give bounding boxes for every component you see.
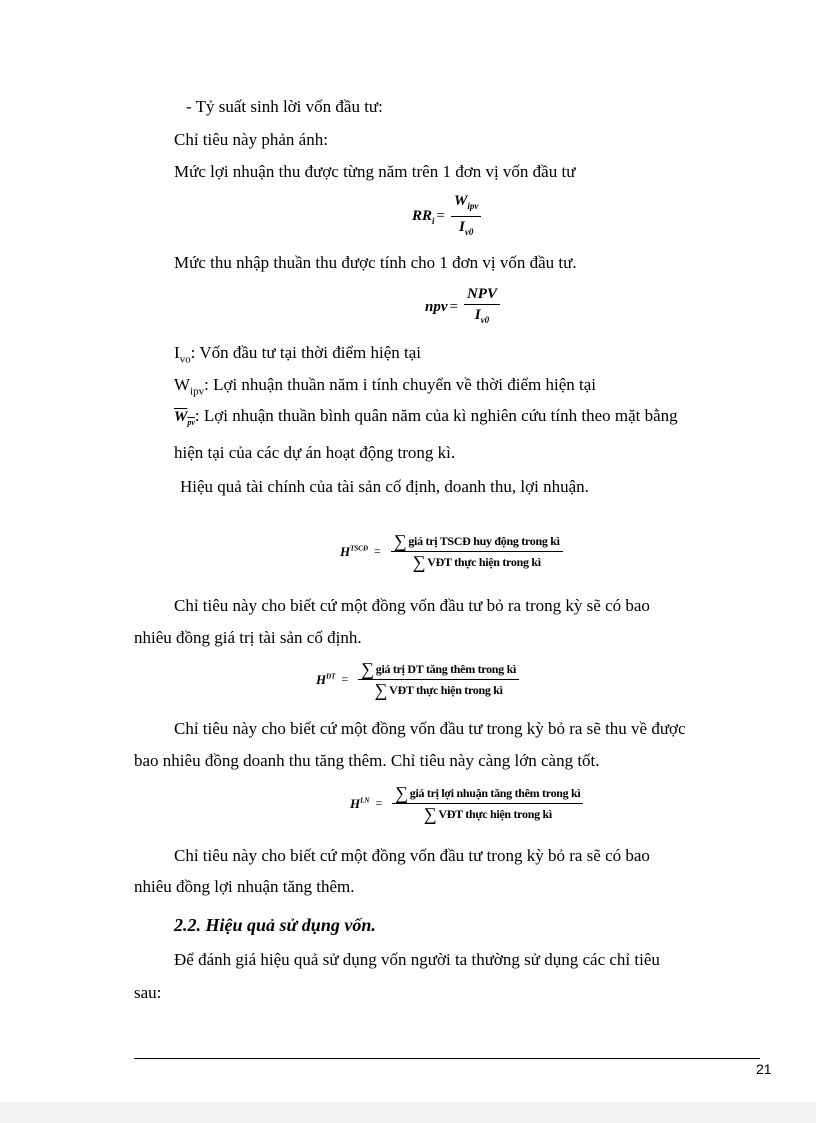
- bullet-return-rate: - Tỷ suất sinh lời vốn đầu tư:: [186, 97, 383, 116]
- text-line: hiện tại của các dự án hoạt động trong kì.: [174, 443, 456, 462]
- text-line: Chỉ tiêu này cho biết cứ một đồng vốn đầu tư trong kỳ bỏ ra sẽ có bao: [174, 846, 650, 865]
- text-line: Chỉ tiêu này cho biết cứ một đồng vốn đầu tư bỏ ra trong kỳ sẽ có bao: [174, 596, 650, 615]
- text-line: Hiệu quả tài chính của tài sản cố định, doanh thu, lợi nhuận.: [180, 477, 589, 496]
- section-heading: 2.2. Hiệu quả sử dụng vốn.: [174, 915, 376, 935]
- formula-npv: npv = $\frac{\text{NPV}}{I_{v0}}$: [425, 285, 500, 329]
- footer-divider: [134, 1058, 760, 1059]
- text-line: Mức thu nhập thuần thu được tính cho 1 đơn vị vốn đầu tư.: [174, 253, 577, 272]
- w-bar-symbol: $W_{pv}$: [174, 409, 195, 427]
- text-line: Chỉ tiêu này phản ánh:: [174, 130, 328, 149]
- formula-h-ln: $H^{LN}$ = $\frac{\text{∑ giá trị lợi nhuận tăng thêm trong kì}}{\text{∑ VĐT thực hiện trong kì}}$: [350, 784, 583, 823]
- formula-rr: $RR_i$ = $\frac{W_{ipv}}{I_{v0}}$: [412, 192, 481, 241]
- page-number: 21: [756, 1061, 772, 1077]
- text-line: Chỉ tiêu này cho biết cứ một đồng vốn đầu tư trong kỳ bỏ ra sẽ thu về được: [174, 719, 686, 738]
- definition-wbar: $W_{pv}$: Lợi nhuận thuần bình quân năm của kì nghiên cứu tính theo mặt bằng: [174, 406, 678, 427]
- text-line: nhiêu đồng giá trị tài sản cố định.: [134, 628, 362, 647]
- formula-h-dt: $H^{DT}$ = $\frac{\text{∑ giá trị DT tăng thêm trong kì}}{\text{∑ VĐT thực hiện trong kì}}$: [316, 660, 519, 699]
- text-line: Để đánh giá hiệu quả sử dụng vốn người ta thường sử dụng các chỉ tiêu: [174, 950, 660, 969]
- definition-ivo: $I_{vo}$: Vốn đầu tư tại thời điểm hiện tại: [174, 343, 422, 366]
- page-bottom-strip: [0, 1102, 816, 1123]
- text-line: bao nhiêu đồng doanh thu tăng thêm. Chỉ tiêu này càng lớn càng tốt.: [134, 751, 600, 770]
- formula-h-tscd: $H^{TSCĐ}$ = $\frac{\text{∑ giá trị TSCĐ huy động trong kì}}{\text{∑ VĐT thực hiện trong kì}}$: [340, 532, 563, 571]
- text-line: Mức lợi nhuận thu được từng năm trên 1 đơn vị vốn đầu tư: [174, 162, 576, 181]
- text-line: sau:: [134, 983, 162, 1002]
- text-line: nhiêu đồng lợi nhuận tăng thêm.: [134, 877, 355, 896]
- definition-wipv: $W_{ipv}$: Lợi nhuận thuần năm i tính chuyển về thời điểm hiện tại: [174, 375, 597, 398]
